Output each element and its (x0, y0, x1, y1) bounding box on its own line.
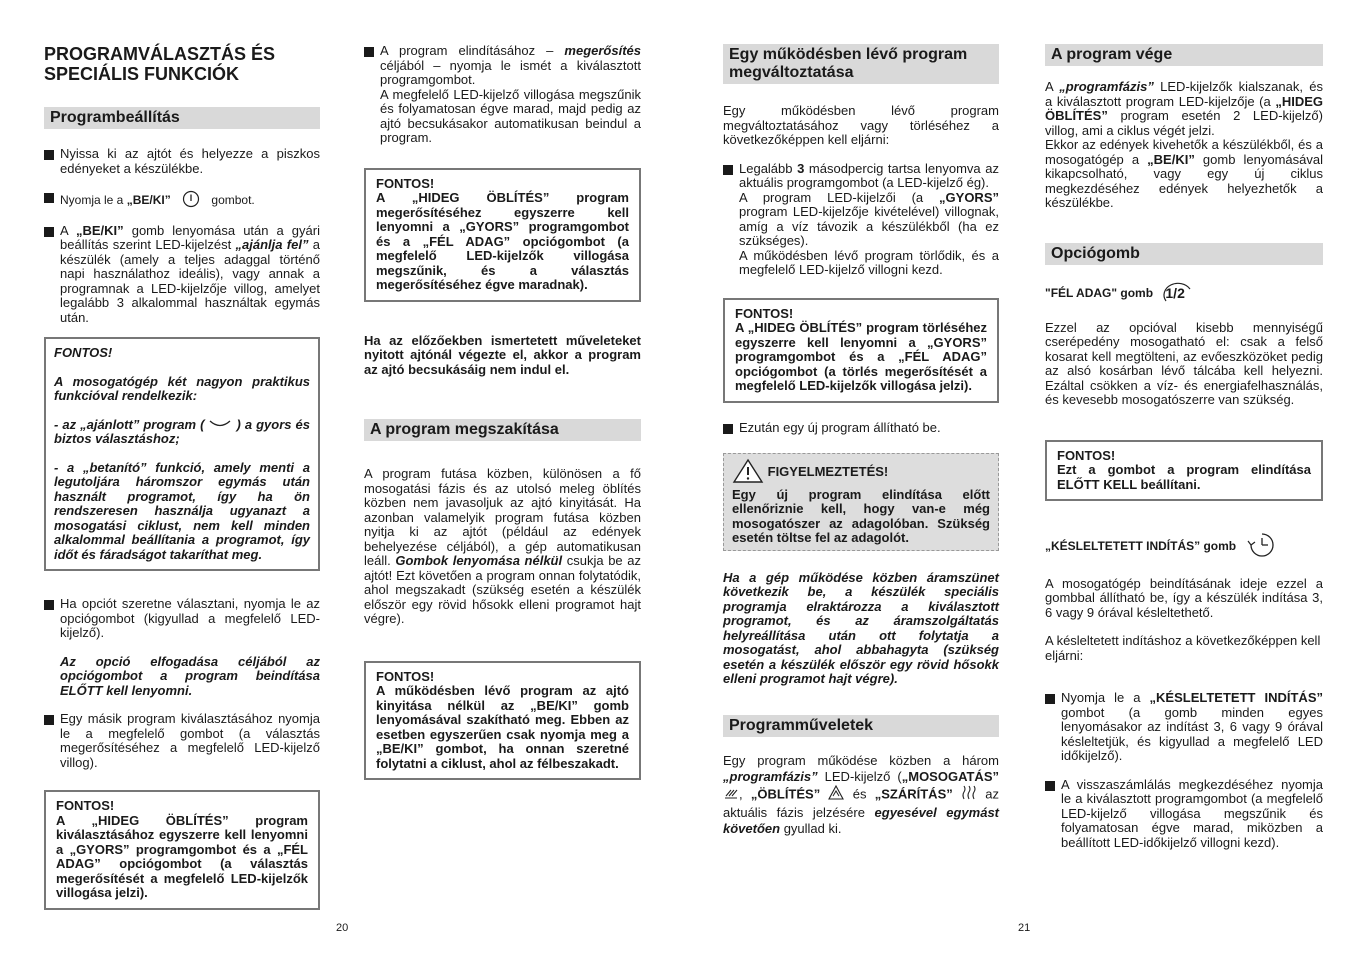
warning-text: Egy új program elindítása előtt ellenőriznie kell, hogy van-e még mosogatószer az adagolóban. Szükség esetén töltse fel az adagolót. (732, 486, 990, 545)
text: másodpercig tartsa lenyomva az aktuális programgombot (a LED-kijelző ég). (739, 160, 999, 190)
rinse-icon (828, 785, 844, 805)
heading-programbeallitas: Programbeállítás (44, 107, 320, 129)
open-door-note: Ha az előzőekben ismertetett műveleteket nyitott ajtónál végezte el, akkor a program az ajtó becsukásáig nem indul el. (364, 332, 641, 377)
onoff-key-label: „BE/KI” (126, 192, 171, 207)
bullet-square-icon (364, 47, 374, 57)
important-box-2 (44, 790, 320, 910)
heading-valtoztatas: Egy működésben lévő program megváltoztatása (723, 44, 999, 84)
warning-box (723, 453, 999, 551)
text: Egy program működése közben a három (723, 752, 999, 768)
emphasis: megerősítés (564, 43, 641, 58)
important-box-3 (364, 168, 641, 302)
text: A (1045, 79, 1060, 94)
text: A (60, 222, 76, 238)
bullet-square-icon (44, 193, 54, 203)
bullet-square-icon (1045, 694, 1055, 704)
text: a készülék (amely a teljes adaggal történő napi használathoz ideális), vagy annak a programnak a LED-kijelzője villog, amelyet legalább 3 alkalommal használtak egymás után. (60, 237, 320, 325)
emphasis: „HIDEG ÖBLÍTÉS” (1045, 93, 1323, 123)
important-text: A „HIDEG ÖBLÍTÉS” program megerősítéséhez egyszerre kell lenyomni a „GYORS” programgombot és a „FÉL ADAG” opciógombot (a megfelelő LED-kijelzők villogása megszűnik, és a választás megerősítéséhez égve maradnak). (376, 190, 629, 292)
option-note: Az opció elfogadása céljából az opciógombot a program beindítása ELŐTT kell lenyomni. (60, 653, 320, 698)
text: LED-kijelzők kialszanak, és a kiválasztott program LED-kijelzője (a (1045, 79, 1323, 109)
half-load-label: "FÉL ADAG" gomb (1045, 285, 1154, 300)
bullet-square-icon (44, 715, 54, 725)
important-heading: FONTOS! (54, 345, 113, 360)
important-heading: FONTOS! (735, 305, 794, 321)
heading-megszakitas: A program megszakítása (364, 419, 641, 441)
important-heading: FONTOS! (376, 175, 435, 191)
column-1 (44, 44, 320, 910)
warning-heading: FIGYELMEZTETÉS! (767, 464, 889, 480)
bullet-text: Egy másik program kiválasztásához nyomja le a megfelelő gombot (a választás megerősítéséhez a megfelelő LED-kijelző villog). (60, 711, 320, 770)
text: LED-kijelző ( (817, 768, 902, 784)
text: céljából – nyomja le ismét a kiválasztott programgombot. (380, 57, 641, 87)
text: A megfelelő LED-kijelző villogása megszűnik és folyamatosan égve marad, majd pedig az ajtó becsukásakor automatikusan beindul a program. (380, 86, 641, 145)
text: A program elindításához – (380, 43, 565, 58)
heading-opciogomb: Opciógomb (1045, 243, 1323, 265)
bullet-square-icon (44, 227, 54, 237)
important-text: - a „betanító” funkció, amely menti a legutoljára háromszor egymás után használt programot, így ha ön rendszeresen használja ugyanazt a mosogatási ciklust, nem kell minden alkalommal beállítania a programot, így időt és fáradságot takaríthat meg. (54, 459, 310, 562)
text: A működésben lévő program törlődik, és a megfelelő LED-kijelző villogni kezd. (739, 247, 999, 277)
delay-clock-icon (1247, 531, 1277, 563)
bullet-press-onoff (44, 190, 320, 212)
page-title: PROGRAMVÁLASZTÁS ÉS SPECIÁLIS FUNKCIÓK (44, 44, 276, 84)
text: gyullad ki. (780, 820, 842, 836)
delay-text-2: A késleltetett indításhoz a következőképpen kell eljárni: (1045, 633, 1321, 663)
text: és (844, 785, 875, 801)
text: gombot (a gomb minden egyes lenyomásakor az indítást 3, 6 vagy 9 órával késleltetjük, és kigyullad a megfelelő LED időkijelző). (1061, 704, 1323, 763)
bullet-delay-press (1045, 691, 1323, 764)
warning-header (732, 458, 990, 488)
end-text-2 (1045, 138, 1323, 211)
text: Ekkor az edények kivehetők a készülékből, és a mosogatógép a (1045, 137, 1323, 167)
bullet-new-program (723, 421, 999, 436)
text: program esetén 2 LED-kijelző) villog, ami a ciklus végét jelzi. (1045, 108, 1323, 138)
important-text: Ezt a gombot a program elindítása ELŐTT KELL beállítani. (1057, 462, 1311, 492)
warning-icon (732, 458, 764, 488)
interrupt-text (364, 467, 641, 627)
bullet-square-icon (1045, 781, 1055, 791)
half-load-icon-label: 1/2 (1165, 284, 1185, 301)
emphasis: egyesével egymást követően (723, 804, 1000, 836)
half-load-icon (1160, 281, 1194, 307)
bullet-option (44, 597, 320, 641)
dry-icon (961, 785, 977, 805)
emphasis: „programfázis” (1059, 79, 1154, 94)
bullet-text: Ha opciót szeretne választani, nyomja le az opciógombot (kigyullad a megfelelő LED-kijelző). (60, 596, 320, 641)
emphasis: „GYORS” (939, 189, 999, 205)
bullet-countdown (1045, 778, 1323, 851)
important-heading: FONTOS! (376, 668, 435, 684)
bullet-start-program (364, 44, 641, 146)
text: ) a gyors és biztos választáshoz; (54, 416, 310, 447)
bullet-text: gombot. (211, 192, 255, 207)
important-text: A „HIDEG ÖBLÍTÉS” program kiválasztásához egyszerre kell lenyomni a „GYORS” programgombot és a „FÉL ADAG” opciógombot (a választás megerősítését a megfelelő LED-kijelzők villogása jelzi). (56, 812, 308, 901)
bullet-square-icon (44, 600, 54, 610)
emphasis: „ÖBLÍTÉS” (750, 785, 821, 801)
important-text: A működésben lévő program az ajtó kinyitása nélkül az „BE/KI” gomb lenyomásával szakítható meg. Ebben az esetben egyszerűen csak nyomja meg a „BE/KI” gombot, ha onnan szeretné folytatni a ciklust, ahol az félbeszakadt. (376, 683, 629, 771)
emphasis: 3 (797, 160, 805, 176)
column-4 (1045, 44, 1323, 850)
power-icon (182, 190, 200, 212)
delay-start-row (1045, 531, 1323, 563)
delay-text-1: A mosogatógép beindításának ideje ezzel a gombbal állítható be, így a készülék indítása 3, 6 vagy 9 órával késleltethető. (1045, 575, 1323, 620)
smile-icon (208, 418, 232, 433)
emphasis: „ajánlja fel” (235, 237, 309, 252)
half-load-text: Ezzel az opcióval kisebb mennyiségű cserépedény mosogatható el: csak a felső kosarat kell megtölteni, az evőeszközöket pedig az alsó kosárban lévő tálcába kell helyezni. Ezáltal csökken a víz- és energiafelhasználás, és kevesebb mosogatószerre van szükség. (1045, 319, 1323, 407)
change-intro: Egy működésben lévő program megváltoztatásához vagy törléséhez a következőképpen kell eljárni: (723, 103, 999, 147)
emphasis: „KÉSLELTETETT INDÍTÁS” (1149, 690, 1323, 705)
emphasis: „MOSOGATÁS” (901, 768, 999, 784)
bullet-square-icon (723, 424, 733, 434)
page-number-20: 20 (336, 922, 349, 934)
bullet-other-program (44, 712, 320, 770)
column-3 (723, 44, 999, 837)
text: - az „ajánlott” program ( (54, 416, 205, 432)
half-load-row (1045, 281, 1323, 307)
important-text (54, 418, 310, 447)
bullet-text: A visszaszámlálás megkezdéséhez nyomja le a kiválasztott programgombot (a megfelelő LED-kijelző villogása megszűnik és folyamatosan égve marad, miközben a beállított LED-időkijelző villogni kezd). (1061, 776, 1323, 850)
wash-icon (723, 786, 739, 804)
emphasis: Gombok lenyomása nélkül (395, 553, 563, 568)
delay-start-label: „KÉSLELTETETT INDÍTÁS” gomb (1045, 538, 1237, 553)
important-box-4 (364, 661, 641, 781)
text: A program LED-kijelzői (a (739, 189, 940, 205)
column-2 (364, 44, 641, 780)
important-text: A mosogatógép két nagyon praktikus funkcióval rendelkezik: (54, 373, 310, 403)
page-number-21: 21 (1018, 922, 1031, 934)
text: gomb lenyomásával kikapcsolható, vagy egy új ciklus megkezdéséhez edények helyezhetők a készülékbe. (1045, 151, 1324, 210)
text: A program futása közben, különösen a fő mosogatási fázis és az utolsó meleg öblítés közben nem javasoljuk az ajtó kinyitását. Ha azonban valamelyik program futása közben nyitja ki az ajtót (például az edények behelyezése céljából), a gép automatikusan leáll. (364, 466, 641, 568)
text: az aktuális fázis jelzésére (723, 785, 999, 820)
text: Nyomja le a (1061, 690, 1150, 705)
text: program LED-kijelzője kivételével) villognak, amíg a víz távozik a készülékből (ha ez szükséges). (739, 204, 999, 248)
bullet-text: Nyomja le a (60, 192, 127, 207)
bullet-hold-3-seconds (723, 162, 999, 278)
end-text-1 (1045, 80, 1323, 138)
onoff-key-label: „BE/KI” (76, 222, 124, 238)
emphasis: „BE/KI” (1147, 151, 1195, 167)
bullet-default-led (44, 224, 320, 326)
text: csukja be az ajtót! Ezt követően a program onnan folytatódik, ahol megszakadt (szükség esetén a készülék először egy rövid hősokk elleni programot hajt végre). (364, 553, 641, 626)
important-heading: FONTOS! (1057, 447, 1116, 463)
important-box-6 (1045, 440, 1323, 502)
power-failure-note: Ha a gép működése közben áramszünet következik be, a készülék speciális programja elraktározza a kiválasztott programot, és az áramszolgáltatás helyreállítása után ott folytatja a mosogatást, ahol abbahagyta (szükség esetén a készülék először egy rövid hősokk elleni programot hajt végre). (723, 569, 999, 686)
bullet-square-icon (723, 165, 733, 175)
bullet-text: Nyissa ki az ajtót és helyezze a piszkos edényeket a készülékbe. (60, 146, 320, 176)
important-box-1 (44, 337, 320, 571)
important-box-5 (723, 298, 999, 403)
text: gomb lenyomása után a gyári beállítás szerint LED-kijelzést (60, 222, 320, 252)
emphasis: „programfázis” (723, 768, 818, 784)
important-text: A „HIDEG ÖBLÍTÉS” program törléséhez egyszerre kell lenyomni a „GYORS” programgombot és a „FÉL ADAG” opciógombot (a törlés megerősítését a megfelelő LED-kijelzők villogása jelzi). (735, 320, 987, 393)
heading-muveletek: Programműveletek (723, 715, 999, 737)
operations-text (723, 753, 999, 837)
bullet-open-door (44, 147, 320, 176)
heading-program-vege: A program vége (1045, 44, 1323, 66)
text: Legalább (739, 160, 798, 176)
important-heading: FONTOS! (56, 798, 115, 814)
bullet-text: Ezután egy új program állítható be. (739, 419, 941, 435)
emphasis: „SZÁRÍTÁS” (874, 785, 953, 801)
bullet-square-icon (44, 150, 54, 160)
text: , (739, 785, 751, 801)
